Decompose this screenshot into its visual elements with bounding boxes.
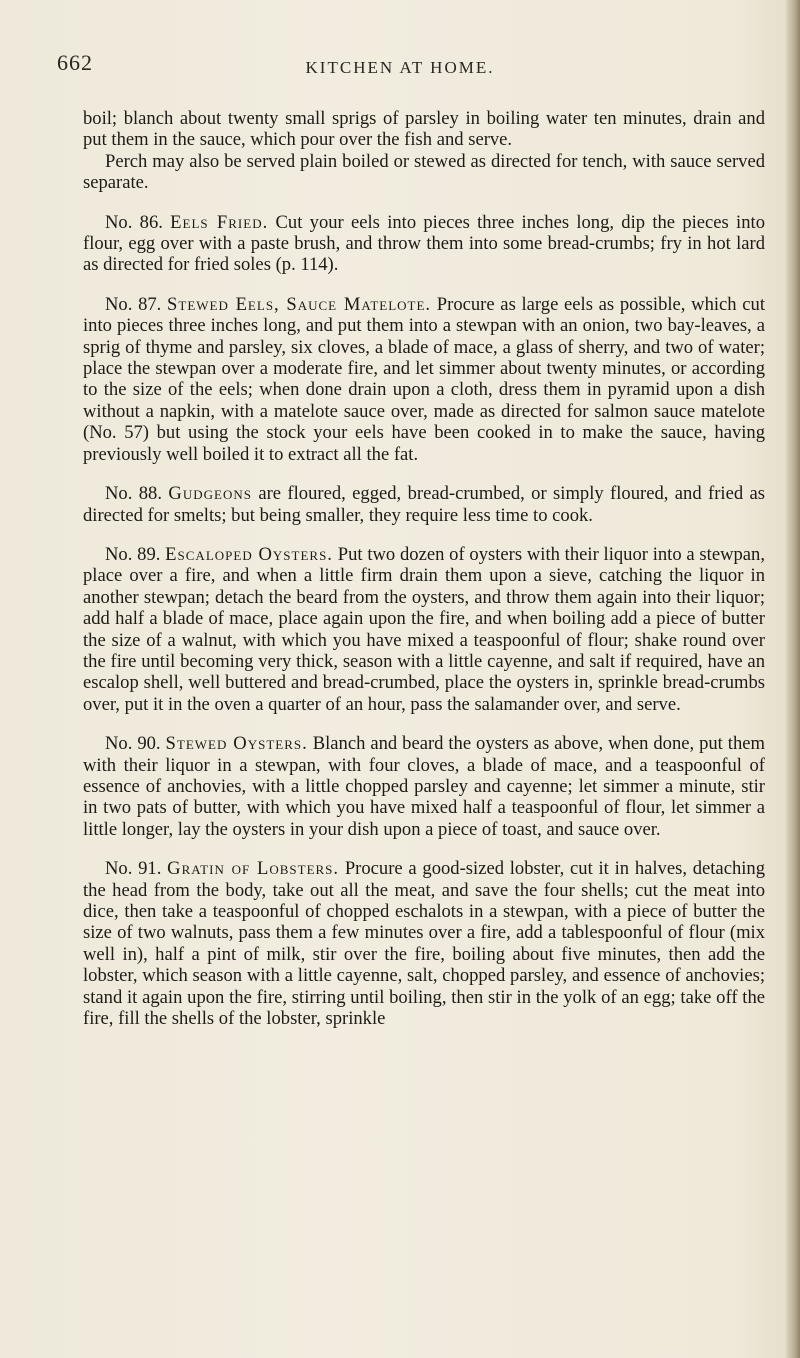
recipe-number: No. 86.: [105, 211, 163, 233]
page-number: 662: [57, 50, 93, 75]
recipe-number: No. 91.: [105, 858, 162, 880]
recipe-title: Escaloped Oysters.: [165, 543, 333, 565]
recipe-text: [83, 108, 765, 1047]
recipe-body: Blanch and beard the oysters as above, when done, put them with their liquor in a stewpan, with four cloves, a blade of mace, and a teaspoonful of essence of anchovies, with a little chopped parsley and cayenne; let simmer a minute, stir in two pats of butter, with which you have mixed half a teaspoonful of flour, let simmer a little longer, lay the oysters in your dish upon a piece of toast, and sauce over.: [83, 733, 765, 840]
recipe-86: [83, 212, 765, 276]
page-header: [0, 50, 800, 90]
recipe-90: [83, 733, 765, 840]
recipe-body: Procure as large eels as possible, which cut into pieces three inches long, and put them into a stewpan with an onion, two bay-leaves, a sprig of thyme and parsley, six cloves, a blade of mace, a glass of sherry, and two of water; place the stewpan over a moderate fire, and let simmer about twenty minutes, or according to the size of the eels; when done drain upon a cloth, dress them in pyramid upon a dish without a napkin, with a matelote sauce over, made as directed for salmon sauce matelote (No. 57) but using the stock your eels have been cooked in to make the sauce, having previously well boiled it to extract all the fat.: [83, 293, 766, 465]
page-edge: [786, 0, 800, 1358]
paragraph-continuation: boil; blanch about twenty small sprigs of parsley in boiling water ten minutes, drain and put them in the sauce, which pour over the fish and serve.: [83, 108, 765, 151]
recipe-91: [83, 858, 765, 1029]
recipe-89: [83, 544, 765, 715]
recipe-88: [83, 483, 765, 526]
recipe-title: Eels Fried.: [170, 211, 269, 233]
paragraph-perch: Perch may also be served plain boiled or stewed as directed for tench, with sauce served separate.: [83, 150, 765, 194]
recipe-body: Put two dozen of oysters with their liquor into a stewpan, place over a fire, and when a little firm drain them upon a sieve, catching the liquor in another stewpan; detach the beard from the oysters, and throw them again into their liquor; add half a blade of mace, place again upon the fire, and when boiling add a piece of butter the size of a walnut, with which you have mixed a teaspoonful of flour; shake round over the fire until becoming very thick, season with a little cayenne, and salt if required, have an escalop shell, well buttered and bread-crumbed, place the oysters in, sprinkle bread-crumbs over, put it in the oven a quarter of an hour, pass the salamander over, and serve.: [83, 543, 766, 715]
recipe-87: [83, 294, 765, 465]
recipe-number: No. 90.: [105, 733, 161, 755]
recipe-body: Cut your eels into pieces three inches long, dip the pieces into flour, egg over with a paste brush, and throw them into some bread-crumbs; fry in hot lard as directed for fried soles (p. 114).: [83, 211, 765, 276]
recipe-number: No. 89.: [105, 543, 161, 565]
recipe-title: Gratin of Lobsters.: [167, 858, 340, 880]
recipe-number: No. 88.: [105, 483, 163, 505]
running-head: KITCHEN AT HOME.: [305, 58, 495, 77]
recipe-title: Stewed Eels, Sauce Matelote.: [167, 293, 432, 315]
recipe-body: Procure a good-sized lobster, cut it in halves, detaching the head from the body, take out all the meat, and save the four shells; cut the meat into dice, then take a teaspoonful of chopped eschalots in a stewpan, with a piece of butter the size of two walnuts, pass them a few minutes over a fire, add a tablespoonful of flour (mix well in), half a pint of milk, stir over the fire, boiling about five minutes, then add the lobster, which season with a little cayenne, salt, chopped parsley, and essence of anchovies; stand it again upon the fire, stirring until boiling, then stir in the yolk of an egg; take off the fire, fill the shells of the lobster, sprinkle: [83, 858, 765, 1030]
recipe-number: No. 87.: [105, 293, 162, 315]
recipe-body: are floured, egged, bread-crumbed, or simply floured, and fried as directed for smelts; but being smaller, they require less time to cook.: [83, 483, 765, 526]
recipe-title: Stewed Oysters.: [165, 733, 308, 755]
recipe-title: Gudgeons: [168, 483, 252, 505]
